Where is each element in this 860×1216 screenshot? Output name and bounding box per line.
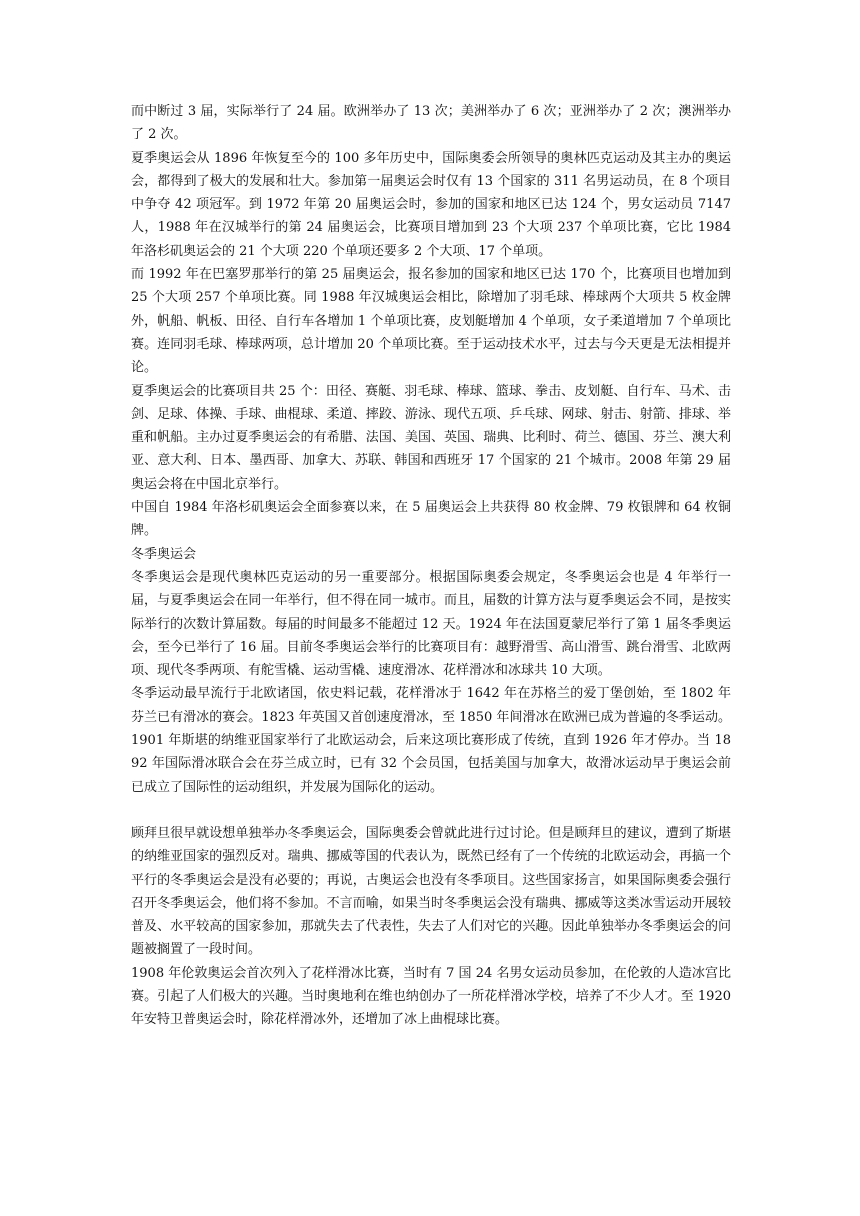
paragraph: 夏季奥运会的比赛项目共 25 个：田径、赛艇、羽毛球、棒球、篮球、拳击、皮划艇、自行车、马术、击剑、足球、体操、手球、曲棍球、柔道、摔跤、游泳、现代五项、乒乓球、网球、射击、射箭、排球、举重和帆船。主办过夏季奥运会的有希腊、法国、美国、英国、瑞典、比利时、荷兰、德国、芬兰、澳大利亚、意大利、日本、墨西哥、加拿大、苏联、韩国和西班牙 17 个国家的 21 个城市。2008 年第 29 届奥运会将在中国北京举行。 (131, 383, 731, 492)
section-heading: 冬季奥运会 (131, 546, 197, 562)
paragraph: 而中断过 3 届，实际举行了 24 届。欧洲举办了 13 次；美洲举办了 6 次；亚洲举办了 2 次；澳洲举办了 2 次。 (131, 104, 731, 143)
paragraph: 顾拜旦很早就设想单独举办冬季奥运会，国际奥委会曾就此进行过讨论。但是顾拜旦的建议，遭到了斯堪的纳维亚国家的强烈反对。瑞典、挪威等国的代表认为，既然已经有了一个传统的北欧运动会，再搞一个平行的冬季奥运会是没有必要的；再说，古奥运会也没有冬季项目。这些国家扬言，如果国际奥委会强行召开冬季奥运会，他们将不参加。不言而喻，如果当时冬季奥运会没有瑞典、挪威等这类冰雪运动开展较普及、水平较高的国家参加，那就失去了代表性，失去了人们对它的兴趣。因此单独举办冬季奥运会的问题被搁置了一段时间。 (131, 825, 731, 958)
paragraph: 冬季奥运会是现代奥林匹克运动的另一重要部分。根据国际奥委会规定，冬季奥运会也是 4 年举行一届，与夏季奥运会在同一年举行，但不得在同一城市。而且，届数的计算方法与夏季奥运会不同，是按实际举行的次数计算届数。每届的时间最多不能超过 12 天。1924 年在法国夏蒙尼举行了第 1 届冬季奥运会，至今已举行了 16 届。目前冬季奥运会举行的比赛项目有：越野滑雪、高山滑雪、跳台滑雪、北欧两项、现代冬季两项、有舵雪橇、运动雪橇、速度滑冰、花样滑冰和冰球共 10 大项。 (131, 569, 731, 679)
paragraph: 冬季运动最早流行于北欧诸国，依史料记载，花样滑冰于 1642 年在苏格兰的爱丁堡创始，至 1802 年芬兰已有滑冰的赛会。1823 年英国又首创速度滑冰，至 1850 年间滑冰在欧洲已成为普遍的冬季运动。1901 年斯堪的纳维亚国家举行了北欧运动会，后来这项比赛形成了传统，直到 1926 年才停办。当 1892 年国际滑冰联合会在芬兰成立时，已有 32 个会员国，包括美国与加拿大，故滑冰运动早于奥运会前已成立了国际性的运动组织，并发展为国际化的运动。 (131, 686, 731, 795)
paragraph: 夏季奥运会从 1896 年恢复至今的 100 多年历史中，国际奥委会所领导的奥林匹克运动及其主办的奥运会，都得到了极大的发展和壮大。参加第一届奥运会时仅有 13 个国家的 311 名男运动员，在 8 个项目中争夺 42 项冠军。到 1972 年第 20 届奥运会时，参加的国家和地区已达 124 个，男女运动员 7147 人，1988 年在汉城举行的第 24 届奥运会，比赛项目增加到 23 个大项 237 个单项比赛，它比 1984 年洛杉矶奥运会的 21 个大项 220 个单项还要多 2 个大项、17 个单项。 (131, 150, 731, 259)
paragraph: 中国自 1984 年洛杉矶奥运会全面参赛以来，在 5 届奥运会上共获得 80 枚金牌、79 枚银牌和 64 枚铜牌。 (131, 500, 731, 539)
document-body (131, 100, 731, 1032)
paragraph: 1908 年伦敦奥运会首次列入了花样滑冰比赛，当时有 7 国 24 名男女运动员参加，在伦敦的人造冰宫比赛。引起了人们极大的兴趣。当时奥地利在维也纳创办了一所花样滑冰学校，培养了不少人才。至 1920 年安特卫普奥运会时，除花样滑冰外，还增加了冰上曲棍球比赛。 (131, 965, 731, 1028)
paragraph: 而 1992 年在巴塞罗那举行的第 25 届奥运会，报名参加的国家和地区已达 170 个，比赛项目也增加到 25 个大项 257 个单项比赛。同 1988 年汉城奥运会相比，除增加了羽毛球、棒球两个大项共 5 枚金牌外，帆船、帆板、田径、自行车各增加 1 个单项比赛，皮划艇增加 4 个单项，女子柔道增加 7 个单项比赛。连同羽毛球、棒球两项，总计增加 20 个单项比赛。至于运动技术水平，过去与今天更是无法相提并论。 (131, 267, 731, 376)
